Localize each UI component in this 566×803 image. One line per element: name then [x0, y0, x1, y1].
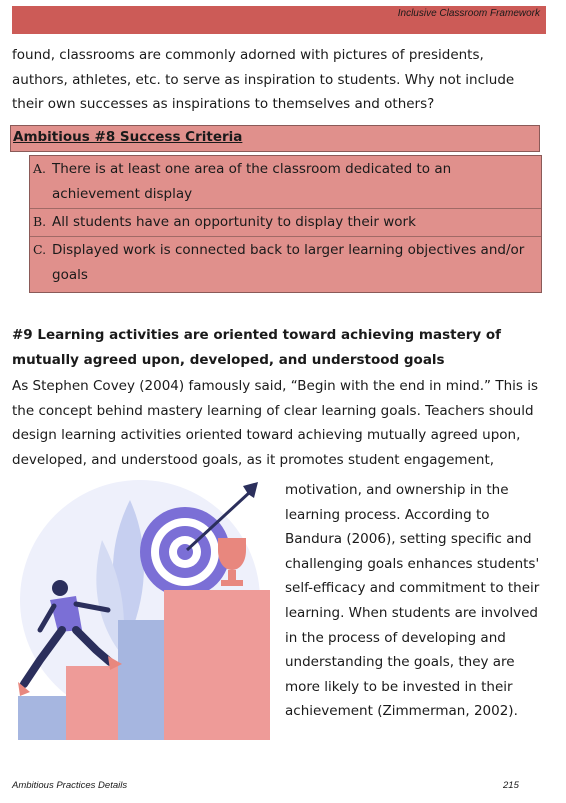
intro-paragraph: found, classrooms are commonly adorned with pictures of presidents, authors, athletes, etc. to serve as inspiration to students. Why not include their own successes as inspirations to themselves and others? [12, 47, 515, 112]
header-title: Inclusive Classroom Framework [397, 8, 540, 19]
criteria-letter: C. [33, 242, 47, 257]
criteria-divider [30, 236, 541, 237]
criteria-divider [30, 208, 541, 209]
page-number: 215 [503, 780, 519, 791]
criteria-title: Ambitious #8 Success Criteria [13, 129, 243, 145]
criteria-list [29, 155, 542, 293]
criteria-title-box [10, 125, 540, 152]
body-paragraph: As Stephen Covey (2004) famously said, “Begin with the end in mind.” This is the concept behind mastery learning of clear learning goals. Teachers should design learning activities oriented toward achieving mutually agreed upon, developed, and understood goals, as it promotes student engagement, [12, 378, 538, 468]
criteria-letter: B. [33, 214, 47, 229]
criteria-text: There is at least one area of the classroom dedicated to an achievement display [52, 161, 452, 202]
step-icon [164, 590, 270, 740]
header-bar [12, 6, 546, 34]
section-heading: #9 Learning activities are oriented toward achieving mastery of mutually agreed upon, developed, and understood goals [12, 327, 502, 368]
criteria-letter: A. [33, 161, 47, 176]
criteria-text: Displayed work is connected back to larger learning objectives and/or goals [52, 242, 525, 283]
footer-label: Ambitious Practices Details [12, 780, 128, 791]
goal-achievement-illustration [10, 480, 278, 742]
body-paragraph-wrapped: motivation, and ownership in the learning process. According to Bandura (2006), setting specific and challenging goals enhances students' self-efficacy and commitment to their learning. When students are involved in the process of developing and understanding the goals, they are more likely to be invested in their achievement (Zimmerman, 2002). [285, 482, 540, 720]
criteria-text: All students have an opportunity to display their work [52, 214, 416, 230]
